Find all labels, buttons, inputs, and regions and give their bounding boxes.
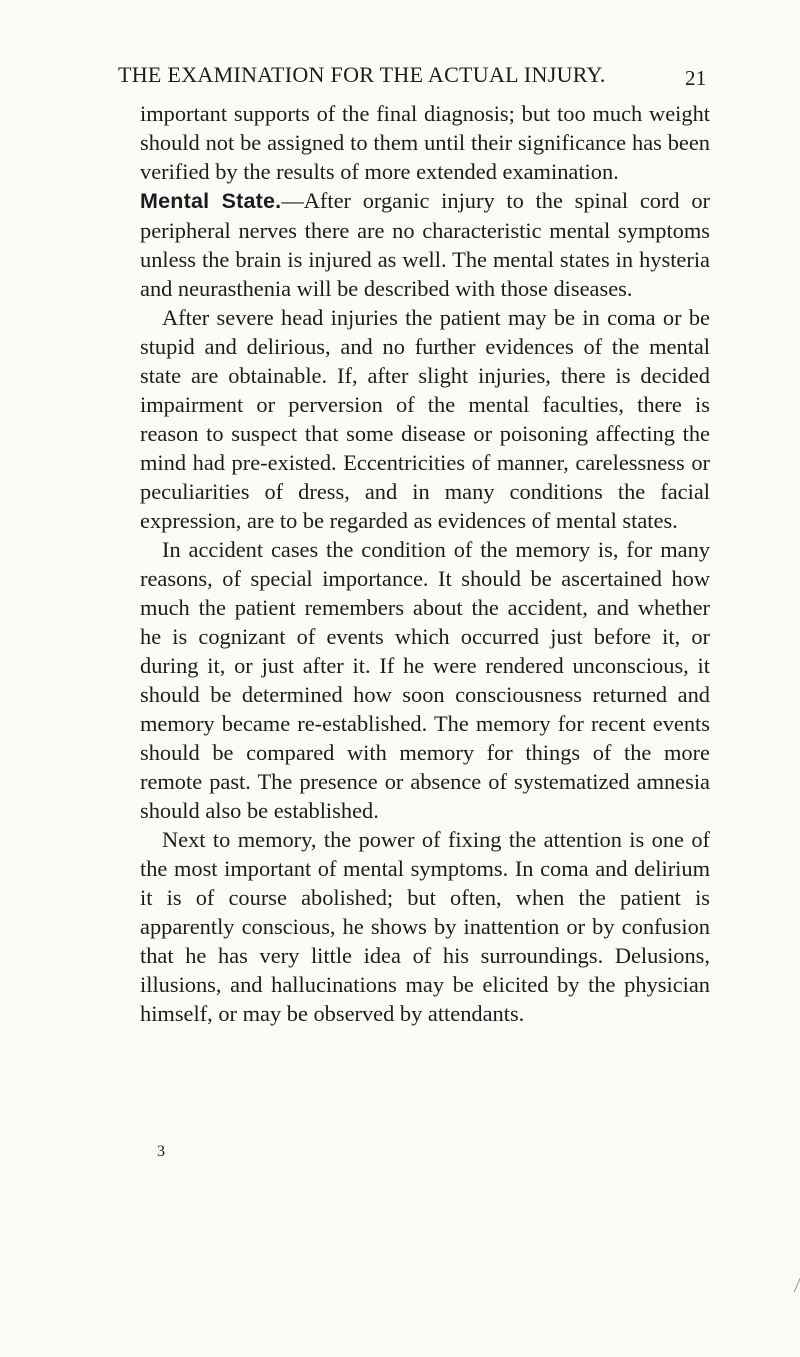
paragraph-3: After severe head injuries the patient may be in coma or be stupid and delirious, and no further evidences of the mental state are obtainable. If, after slight injuries, there is decided impairment or perversion of the mental faculties, there is reason to suspect that some disease or poisoning affecting the mind had pre-existed. Eccentricities of manner, carelessness or peculiarities of dress, and in many conditions the facial expression, are to be regarded as evidences of mental states. xyxy=(140,305,710,533)
paragraph-5: Next to memory, the power of fixing the attention is one of the most important of mental symptoms. In coma and delirium it is of course abolished; but often, when the patient is apparently conscious, he shows by inattention or by confusion that he has very little idea of his surroundings. Delusions, illusions, and hallucinations may be elicited by the physician himself, or may be observed by attendants. xyxy=(140,827,710,1026)
paragraph-4: In accident cases the condition of the memory is, for many reasons, of special importance. It should be ascertained how much the patient remembers about the accident, and whether he is cognizant of events which occurred just before it, or during it, or just after it. If he were rendered unconscious, it should be determined how soon consciousness returned and memory became re-established. The memory for recent events should be compared with memory for things of the more remote past. The presence or absence of systematized amnesia should also be established. xyxy=(140,537,710,823)
running-title: THE EXAMINATION FOR THE ACTUAL INJURY. xyxy=(118,62,606,87)
section-heading: Mental State. xyxy=(140,189,282,213)
paragraph-1: important supports of the final diagnosis; but too much weight should not be assigned to them until their significance has been verified by the results of more extended examination. xyxy=(140,101,710,184)
page-corner-mark xyxy=(780,1268,800,1292)
page-number: 21 xyxy=(685,66,707,90)
running-head xyxy=(118,62,718,94)
text-body xyxy=(140,99,710,1028)
paragraph-2 xyxy=(140,186,710,303)
signature-mark: 3 xyxy=(157,1143,165,1160)
paragraph-2-text: —After organic injury to the spinal cord or peripheral nerves there are no characteristic mental symptoms unless the brain is injured as well. The mental states in hysteria and neurasthenia will be described with those diseases. xyxy=(140,188,710,301)
